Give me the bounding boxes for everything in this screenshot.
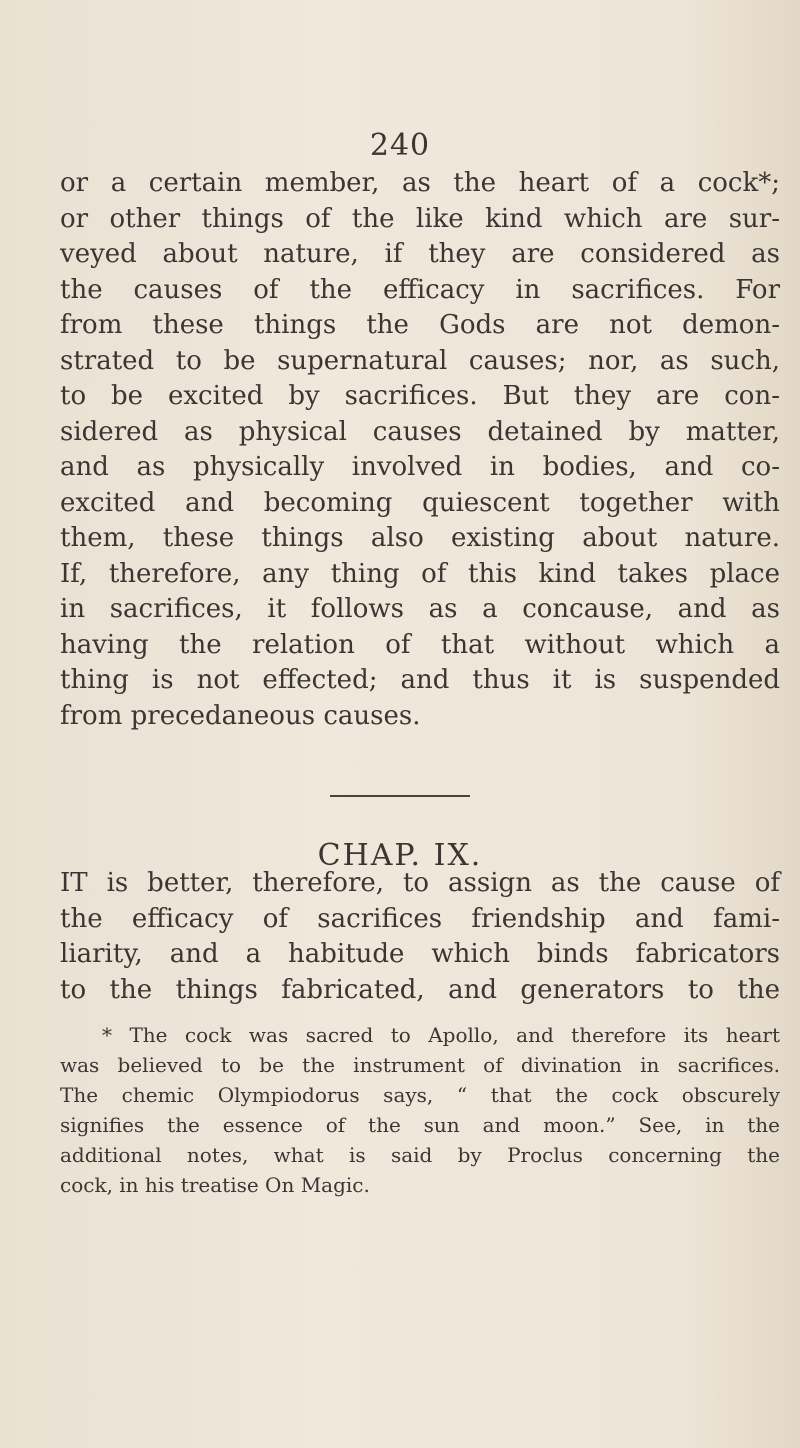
text-line: or other things of the like kind which are sur-: [60, 203, 780, 234]
footnote-line: additional notes, what is said by Proclus concerning the: [60, 1143, 780, 1167]
text-line: from these things the Gods are not demon-: [60, 310, 780, 340]
footnote-line: The chemic Olympiodorus says, “ that the cock obscurely: [60, 1083, 780, 1107]
text-line: in sacrifices, it follows as a concause, and as: [60, 594, 780, 624]
text-line: thing is not effected; and thus it is suspended: [60, 665, 780, 695]
footnote-line: * The cock was sacred to Apollo, and therefore its heart: [102, 1023, 780, 1047]
text-line: having the relation of that without which a: [60, 629, 780, 660]
section-divider: [330, 795, 470, 797]
chapter-paragraph: [60, 866, 780, 1008]
footnote-line: was believed to be the instrument of divination in sacrifices.: [60, 1053, 780, 1077]
text-line: them, these things also existing about nature.: [60, 523, 780, 553]
text-line: excited and becoming quiescent together with: [60, 487, 780, 518]
text-line: IT is better, therefore, to assign as the cause of: [60, 868, 780, 898]
text-line: from precedaneous causes.: [60, 700, 421, 731]
text-line: veyed about nature, if they are considered as: [60, 239, 780, 269]
text-line: sidered as physical causes detained by matter,: [60, 416, 780, 447]
text-line: the efficacy of sacrifices friendship and fami-: [60, 903, 780, 934]
footnote-line: cock, in his treatise On Magic.: [60, 1173, 370, 1197]
chapter-heading: CHAP. IX.: [317, 838, 483, 873]
footnote: [60, 1020, 780, 1200]
text-line: and as physically involved in bodies, and co-: [60, 452, 780, 482]
text-line: to the things fabricated, and generators to the: [60, 974, 780, 1005]
text-line: strated to be supernatural causes; nor, as such,: [60, 345, 780, 376]
page-number: 240: [369, 128, 431, 163]
footnote-line: signifies the essence of the sun and moon.” See, in the: [60, 1113, 780, 1137]
text-line: or a certain member, as the heart of a cock*;: [60, 168, 780, 198]
text-line: If, therefore, any thing of this kind takes place: [60, 558, 780, 589]
text-line: liarity, and a habitude which binds fabricators: [60, 939, 780, 969]
text-line: the causes of the efficacy in sacrifices. For: [60, 274, 780, 305]
main-paragraph: [60, 166, 780, 734]
text-line: to be excited by sacrifices. But they are con-: [60, 381, 780, 411]
